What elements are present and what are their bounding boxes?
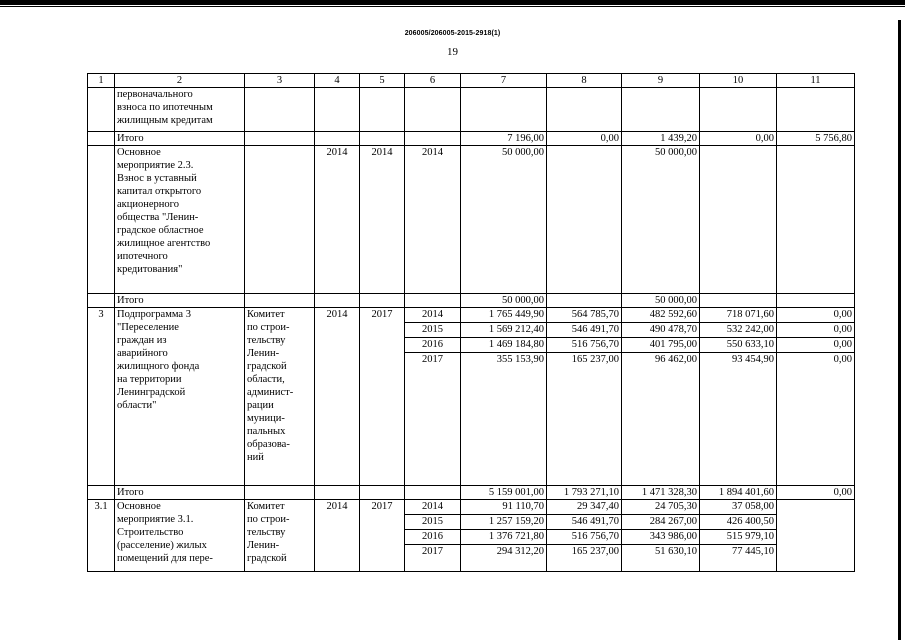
row-name: первоначального взноса по ипотечным жилищным кредитам bbox=[115, 88, 245, 132]
start-year: 2014 bbox=[315, 500, 360, 572]
amount-cell: 1 471 328,30 bbox=[622, 486, 700, 500]
table-row bbox=[88, 308, 855, 486]
amount-cells: 1 765 449,90 1 569 212,40 1 469 184,80 355 153,90 bbox=[461, 308, 547, 486]
amount-cell: 1 439,20 bbox=[622, 132, 700, 146]
col-header: 4 bbox=[315, 74, 360, 88]
amount-cells: 482 592,60 490 478,70 401 795,00 96 462,00 bbox=[622, 308, 700, 486]
row-name: Итого bbox=[115, 486, 245, 500]
col-header: 5 bbox=[360, 74, 405, 88]
year-cells: 2014 2015 2016 2017 bbox=[405, 500, 461, 572]
col-header: 1 bbox=[88, 74, 115, 88]
total-row bbox=[88, 132, 855, 146]
amount-cell: 5 159 001,00 bbox=[461, 486, 547, 500]
col-header: 11 bbox=[777, 74, 855, 88]
amount-cells: 37 058,00 426 400,50 515 979,10 77 445,10 bbox=[700, 500, 777, 572]
amount-cell: 0,00 bbox=[547, 132, 622, 146]
budget-table bbox=[87, 73, 855, 572]
scan-right-border bbox=[898, 20, 901, 640]
amount-cells: 91 110,70 1 257 159,20 1 376 721,80 294 312,20 bbox=[461, 500, 547, 572]
row-name: Итого bbox=[115, 132, 245, 146]
start-year: 2014 bbox=[315, 308, 360, 486]
amount-cell: 0,00 bbox=[700, 132, 777, 146]
amount-cell: 1 793 271,10 bbox=[547, 486, 622, 500]
row-name: Итого bbox=[115, 294, 245, 308]
col-header: 3 bbox=[245, 74, 315, 88]
col-header: 8 bbox=[547, 74, 622, 88]
amount-cells: 29 347,40 546 491,70 516 756,70 165 237,00 bbox=[547, 500, 622, 572]
column-number-row bbox=[88, 74, 855, 88]
amount-cell: 50 000,00 bbox=[622, 294, 700, 308]
table-row bbox=[88, 88, 855, 132]
col-header: 9 bbox=[622, 74, 700, 88]
scan-top-line bbox=[0, 6, 905, 7]
table-row bbox=[88, 146, 855, 294]
executor: Комитет по строи- тельству Ленин- градской области, админист- рации муници- пальных образова- ний bbox=[245, 308, 315, 486]
col-header: 7 bbox=[461, 74, 547, 88]
year-cell: 2014 bbox=[405, 146, 461, 294]
amount-cell: 5 756,80 bbox=[777, 132, 855, 146]
end-year: 2017 bbox=[360, 500, 405, 572]
table-row bbox=[88, 500, 855, 572]
amount-cells: 24 705,30 284 267,00 343 986,00 51 630,10 bbox=[622, 500, 700, 572]
executor: Комитет по строи- тельству Ленин- градской bbox=[245, 500, 315, 572]
end-year: 2014 bbox=[360, 146, 405, 294]
amount-cell: 50 000,00 bbox=[622, 146, 700, 294]
amount-cell: 50 000,00 bbox=[461, 294, 547, 308]
col-header: 10 bbox=[700, 74, 777, 88]
row-number: 3 bbox=[88, 308, 115, 486]
col-header: 2 bbox=[115, 74, 245, 88]
scan-top-border bbox=[0, 0, 905, 5]
col-header: 6 bbox=[405, 74, 461, 88]
amount-cell: 1 894 401,60 bbox=[700, 486, 777, 500]
row-name: Основное мероприятие 2.3. Взнос в уставный капитал открытого акционерного общества "Ленин- градское областное жилищное агентство ипотечного кредитования" bbox=[115, 146, 245, 294]
row-name: Подпрограмма 3 "Переселение граждан из аварийного жилищного фонда на территории Ленинградской области" bbox=[115, 308, 245, 486]
amount-cell: 7 196,00 bbox=[461, 132, 547, 146]
end-year: 2017 bbox=[360, 308, 405, 486]
row-number: 3.1 bbox=[88, 500, 115, 572]
document-id: 206005/206005-2015-2918(1) bbox=[404, 30, 501, 37]
amount-cells: 0,00 0,00 0,00 0,00 bbox=[777, 308, 855, 486]
amount-cell: 50 000,00 bbox=[461, 146, 547, 294]
total-row bbox=[88, 486, 855, 500]
row-name: Основное мероприятие 3.1. Строительство (расселение) жилых помещений для пере- bbox=[115, 500, 245, 572]
page-number: 19 bbox=[447, 46, 458, 58]
start-year: 2014 bbox=[315, 146, 360, 294]
amount-cells: 718 071,60 532 242,00 550 633,10 93 454,90 bbox=[700, 308, 777, 486]
total-row bbox=[88, 294, 855, 308]
amount-cells: 564 785,70 546 491,70 516 756,70 165 237,00 bbox=[547, 308, 622, 486]
amount-cell: 0,00 bbox=[777, 486, 855, 500]
year-cells: 2014 2015 2016 2017 bbox=[405, 308, 461, 486]
